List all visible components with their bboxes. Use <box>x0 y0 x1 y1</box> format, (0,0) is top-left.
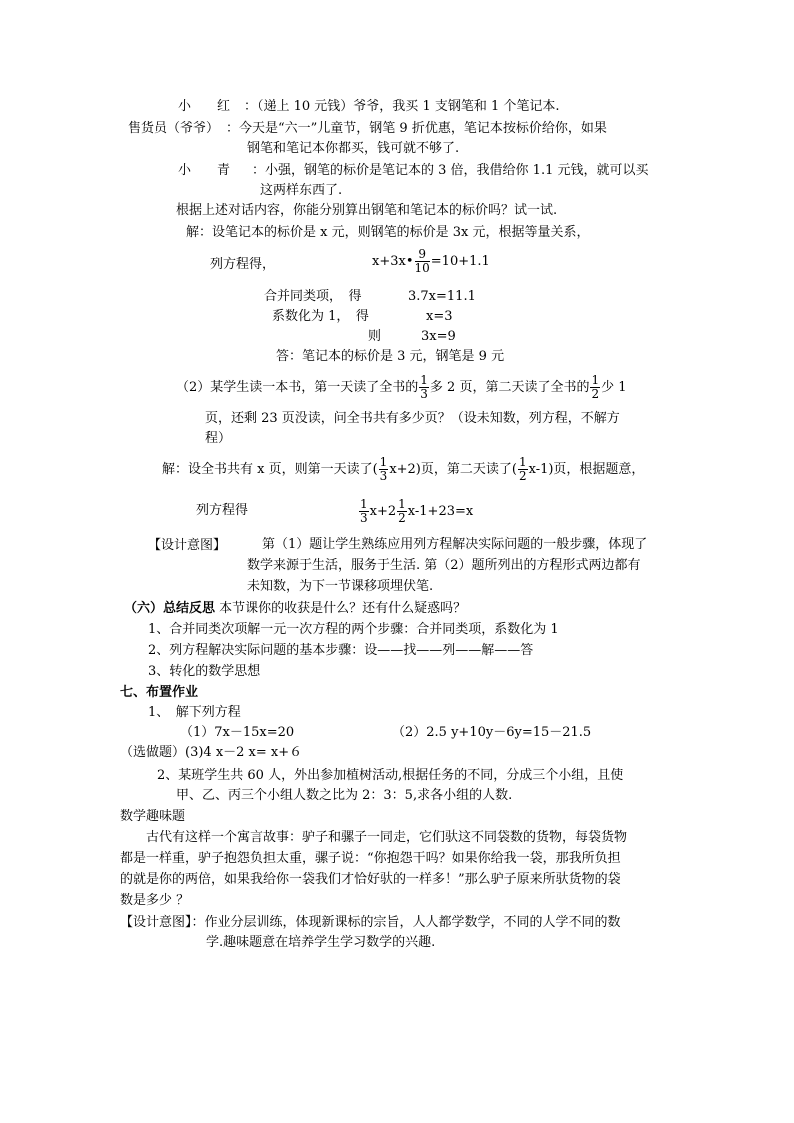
fun-l1: 古代有这样一个寓言故事：驴子和骡子一同走，它们驮这不同袋数的货物，每袋货物 <box>146 830 628 845</box>
line-seller: ：今天是“六一”儿童节，钢笔 9 折优惠，笔记本按标价给你，如果 <box>226 121 607 136</box>
solution-2-eq-label: 列方程得 <box>196 503 249 518</box>
speaker-seller: 售货员（爷爷） <box>128 121 220 136</box>
solution-1-equation: x+3x• $\frac{9}{10}$ =10+1.1 <box>372 247 490 275</box>
line-xiaohong: ：（递上 10 元钱）爷爷，我买 1 支钢笔和 1 个笔记本. <box>244 99 560 114</box>
fun-title: 数学趣味题 <box>120 809 186 824</box>
fun-l2: 都是一样重，驴子抱怨负担太重，骡子说：“你抱怨干吗？如果你给我一袋，那我所负担 <box>120 851 621 866</box>
line-seller-cont: 钢笔和笔记本你都买，钱可就不够了. <box>247 141 460 156</box>
design-intent-1-l1: 第（1）题让学生熟练应用列方程解决实际问题的一般步骤，体现了 <box>262 537 648 552</box>
design-intent-2 <box>120 913 621 932</box>
solution-2-set: 解：设全书共有 x 页，则第一天读了( $\frac{1}{3}$ x+2)页，第二天读了( $\frac{1}{2}$ x-1)页，根据题意， <box>162 455 645 483</box>
homework-eq-a: （1）7x－15x=20 <box>180 725 295 740</box>
section-6-title: （六）总结反思 <box>124 601 216 616</box>
homework-eq-c: （选做题）(3)4 x－2 x= x+６ <box>120 745 303 760</box>
solution-1-eq-label: 列方程得， <box>210 257 276 272</box>
question-2-line2: 页，还剩 23 页没读，问全书共有多少页？（设未知数，列方程，不解方 <box>205 411 620 426</box>
homework-2-l2: 甲、乙、丙三个小组人数之比为 2：3：5,求各小组的人数. <box>176 788 513 803</box>
solution-1-set: 解：设笔记本的标价是 x 元，则钢笔的标价是 3x 元，根据等量关系， <box>186 225 590 240</box>
question-2-line3: 程） <box>205 431 232 446</box>
section-6-heading <box>124 600 466 618</box>
step2-value: x=3 <box>426 309 453 324</box>
step2-label: 系数化为 1， 得 <box>272 309 369 324</box>
design-intent-2-tag: 【设计意图】 <box>120 914 192 929</box>
line-xiaoqing: ：小强，钢笔的标价是笔记本的 3 倍，我借给你 1.1 元钱，就可以买 <box>252 163 649 178</box>
question-1: 根据上述对话内容，你能分别算出钢笔和笔记本的标价吗？试一试. <box>176 203 558 218</box>
step3-label: 则 <box>368 329 382 344</box>
line-xiaoqing-cont: 这两样东西了. <box>260 183 343 198</box>
fun-l4: 数是多少 ？ <box>120 893 190 908</box>
solution-1-answer: 答：笔记本的标价是 3 元，钢笔是 9 元 <box>276 349 505 364</box>
step1-label: 合并同类项， 得 <box>264 289 362 304</box>
speaker-xiaoqing: 小 青 <box>178 163 231 178</box>
design-intent-1-tag: 【设计意图】 <box>148 537 227 552</box>
fraction-9-10: $\frac{9}{10}$ <box>414 247 430 275</box>
step1-value: 3.7x=11.1 <box>408 289 476 304</box>
section-7-title: 七、布置作业 <box>120 685 199 700</box>
summary-item-2: 2、列方程解决实际问题的基本步骤：设——找——列——解——答 <box>148 643 534 658</box>
design-intent-1-l2: 数学来源于生活，服务于生活. 第（2）题所列出的方程形式两边都有 <box>247 558 641 573</box>
fun-l3: 的就是你的两倍，如果我给你一袋我们才恰好驮的一样多！”那么驴子原来所驮货物的袋 <box>120 872 621 887</box>
section-6-prompt: 本节课你的收获是什么？还有什么疑惑吗？ <box>219 601 467 616</box>
homework-2-l1: 2、某班学生共 60 人，外出参加植树活动,根据任务的不同，分成三个小组，且使 <box>157 768 624 783</box>
summary-item-3: 3、转化的数学思想 <box>148 664 261 679</box>
design-intent-2-l1: ：作业分层训练，体现新课标的宗旨，人人都学数学，不同的人学不同的数 <box>191 915 621 930</box>
homework-1: 1、 解下列方程 <box>148 705 241 720</box>
question-2-line1: （2）某学生读一本书，第一天读了全书的 $\frac{1}{3}$ 多 2 页，第二天读了全书的 $\frac{1}{2}$ 少 1 <box>176 373 627 401</box>
design-intent-2-l2: 学.趣味题意在培养学生学习数学的兴趣. <box>206 935 436 950</box>
summary-item-1: 1、合并同类次项解一元一次方程的两个步骤：合并同类项，系数化为 1 <box>148 622 559 637</box>
step3-value: 3x=9 <box>421 329 456 344</box>
homework-eq-b: （2）2.5 y+10y－6y=15－21.5 <box>392 725 592 740</box>
design-intent-1-l3: 未知数，为下一节课移项埋伏笔. <box>247 579 434 594</box>
speaker-xiaohong: 小 红 <box>178 99 231 114</box>
solution-2-equation: $\frac{1}{3}$ x+2 $\frac{1}{2}$ x-1+23=x <box>360 497 474 525</box>
